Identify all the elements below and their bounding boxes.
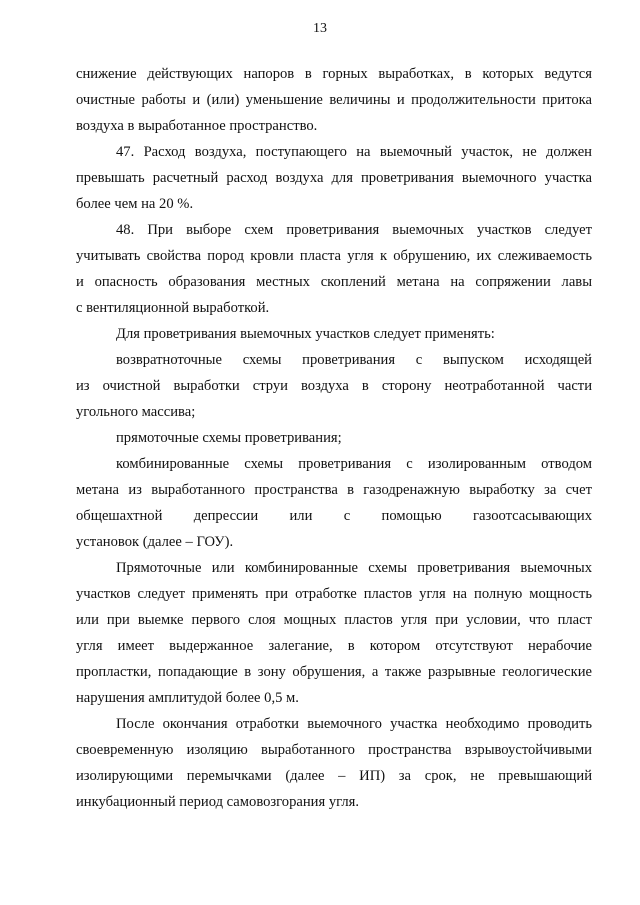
- text-line: учитывать свойства пород кровли пласта угля к обрушению, их слеживаемость: [76, 248, 592, 264]
- text-line: метана из выработанного пространства в газодренажную выработку за счет: [76, 482, 592, 498]
- text-line: очистные работы и (или) уменьшение величины и продолжительности притока: [76, 92, 592, 108]
- text-line: Для проветривания выемочных участков следует применять:: [116, 326, 495, 342]
- document-body: [76, 61, 592, 815]
- text-line: 47. Расход воздуха, поступающего на выемочный участок, не должен: [116, 144, 592, 160]
- text-line: с вентиляционной выработкой.: [76, 300, 270, 316]
- text-line: Прямоточные или комбинированные схемы проветривания выемочных: [116, 560, 592, 576]
- text-line: установок (далее – ГОУ).: [76, 534, 234, 550]
- text-line: угля имеет выдержанное залегание, в котором отсутствуют нерабочие: [76, 638, 592, 654]
- text-line: возвратноточные схемы проветривания с выпуском исходящей: [116, 352, 592, 368]
- text-line: из очистной выработки струи воздуха в сторону неотработанной части: [76, 378, 592, 394]
- text-line: воздуха в выработанное пространство.: [76, 118, 318, 134]
- text-line: или при выемке первого слоя мощных пластов угля при условии, что пласт: [76, 612, 592, 628]
- text-line: изолирующими перемычками (далее – ИП) за срок, не превышающий: [76, 768, 592, 784]
- text-line: превышать расчетный расход воздуха для проветривания выемочного участка: [76, 170, 592, 186]
- text-line: и опасность образования местных скоплений метана на сопряжении лавы: [76, 274, 592, 290]
- text-line: участков следует применять при отработке пластов угля на полную мощность: [76, 586, 592, 602]
- text-line: своевременную изоляцию выработанного пространства взрывоустойчивыми: [76, 742, 592, 758]
- text-line: 48. При выборе схем проветривания выемочных участков следует: [116, 222, 592, 238]
- text-line: инкубационный период самовозгорания угля.: [76, 794, 360, 810]
- text-line: нарушения амплитудой более 0,5 м.: [76, 690, 299, 706]
- text-line: пропластки, попадающие в зону обрушения, а также разрывные геологические: [76, 664, 592, 680]
- text-line: После окончания отработки выемочного участка необходимо проводить: [116, 716, 592, 732]
- text-line: более чем на 20 %.: [76, 196, 194, 212]
- text-line: снижение действующих напоров в горных выработках, в которых ведутся: [76, 66, 592, 82]
- text-line: прямоточные схемы проветривания;: [116, 430, 342, 446]
- text-line: общешахтной депрессии или с помощью газоотсасывающих: [76, 508, 592, 524]
- page-number: 13: [313, 21, 327, 36]
- text-line: комбинированные схемы проветривания с изолированным отводом: [116, 456, 592, 472]
- text-line: угольного массива;: [76, 404, 196, 420]
